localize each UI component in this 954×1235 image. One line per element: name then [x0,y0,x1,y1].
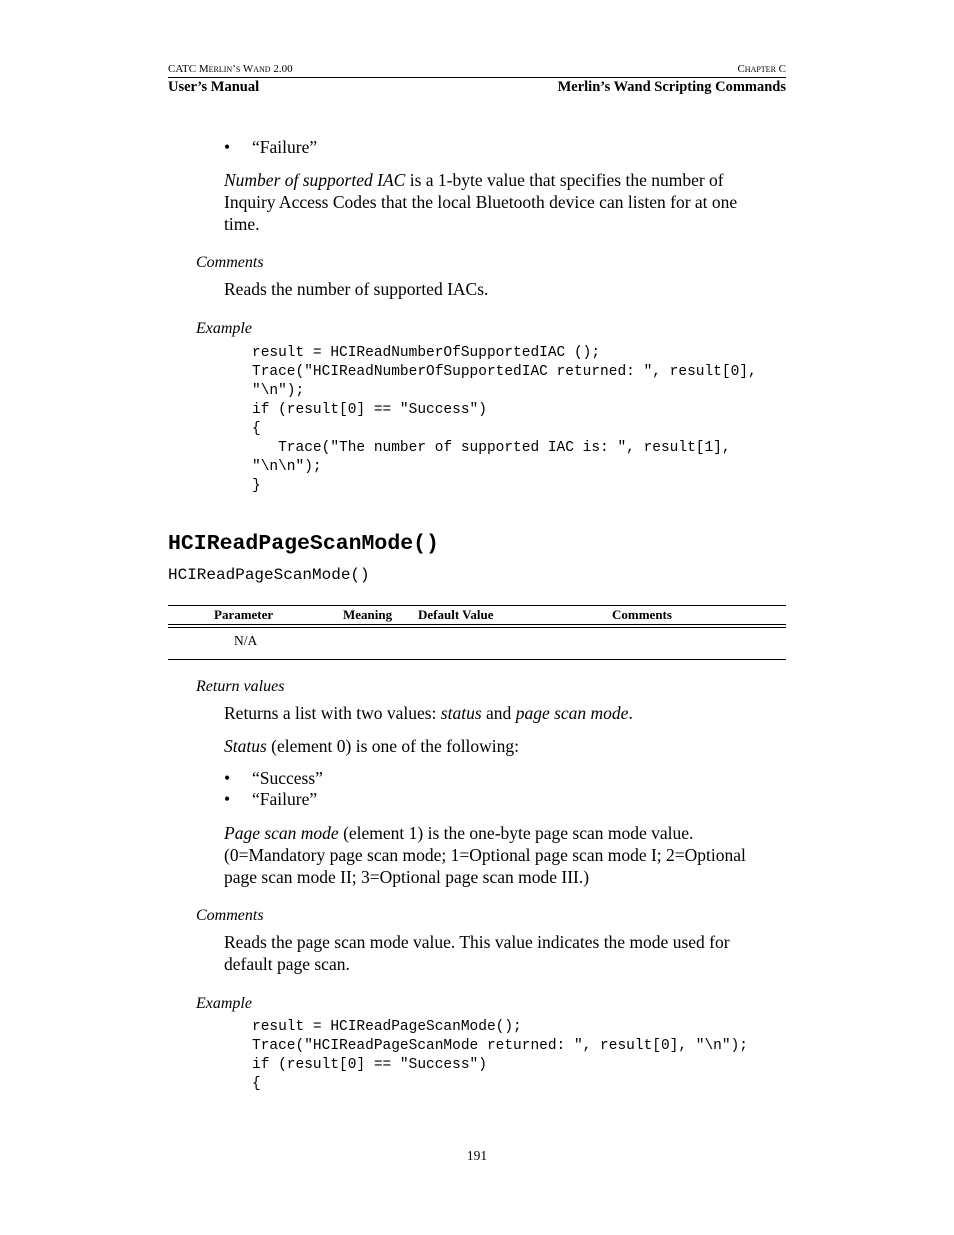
code-line: Trace("HCIReadPageScanMode returned: ", result[0], "\n"); [252,1038,748,1054]
return-values-label: Return values [196,678,285,695]
table-header-meaning: Meaning [343,607,393,622]
function-signature: HCIReadPageScanMode() [168,566,370,584]
code-line: result = HCIReadPageScanMode(); [252,1019,522,1035]
bullet-dot: • [224,789,231,809]
bullet-dot: • [224,137,231,157]
table-cell-parameter: N/A [234,633,258,648]
comments-label: Comments [196,254,264,271]
code-line: Trace("HCIReadNumberOfSupportedIAC returned: ", result[0], [252,364,757,380]
section-heading: HCIReadPageScanMode() [168,532,439,556]
code-line: Trace("The number of supported IAC is: ", result[1], [252,440,731,456]
header-manual-title: User’s Manual [168,79,260,95]
comments-label: Comments [196,907,264,924]
page-scan-mode-paragraph: Page scan mode (element 1) is the one-byte page scan mode value. (0=Mandatory page scan mode; 1=Optional page scan mode I; 2=Optional page scan mode II; 3=Optional page scan mode III.) [224,823,746,887]
table-header-parameter: Parameter [214,607,274,622]
code-line: } [252,478,261,494]
code-line: "\n"); [252,383,305,399]
status-text: Status (element 0) is one of the following: [224,736,520,756]
code-line: { [252,1076,261,1092]
table-bottom-rule [168,659,786,660]
code-line: { [252,421,261,437]
list-item: • “Success” [224,768,323,788]
table-header-comments: Comments [612,607,672,622]
example-label: Example [196,995,252,1012]
code-block [252,344,757,496]
table-header-rule [168,624,786,625]
header-product-title: CATC Merlin’s Wand 2.00 [168,63,293,75]
code-line: if (result[0] == "Success") [252,402,487,418]
return-values-text: Returns a list with two values: status and page scan mode. [224,703,633,723]
comments-text: Reads the number of supported IACs. [224,279,489,299]
table-top-rule [168,605,786,606]
table-header-rule-double [168,627,786,628]
comments-text: Reads the page scan mode value. This value indicates the mode used for default page scan. [224,932,730,974]
header-section-title: Merlin’s Wand Scripting Commands [557,79,786,95]
code-line: if (result[0] == "Success") [252,1057,487,1073]
table-header-default-value: Default Value [418,607,494,622]
code-line: result = HCIReadNumberOfSupportedIAC (); [252,345,601,361]
header-chapter: Chapter C [737,63,786,75]
example-label: Example [196,320,252,337]
code-line: "\n\n"); [252,459,322,475]
list-item: • “Failure” [224,789,318,809]
page-number: 191 [466,1148,488,1163]
iac-paragraph: Number of supported IAC is a 1-byte value that specifies the number of Inquiry Access Codes that the local Bluetooth device can listen for at one time. [224,170,738,234]
header-divider [168,77,786,78]
list-item: • “Failure” [224,137,318,157]
code-block [252,1018,748,1094]
bullet-dot: • [224,768,231,788]
